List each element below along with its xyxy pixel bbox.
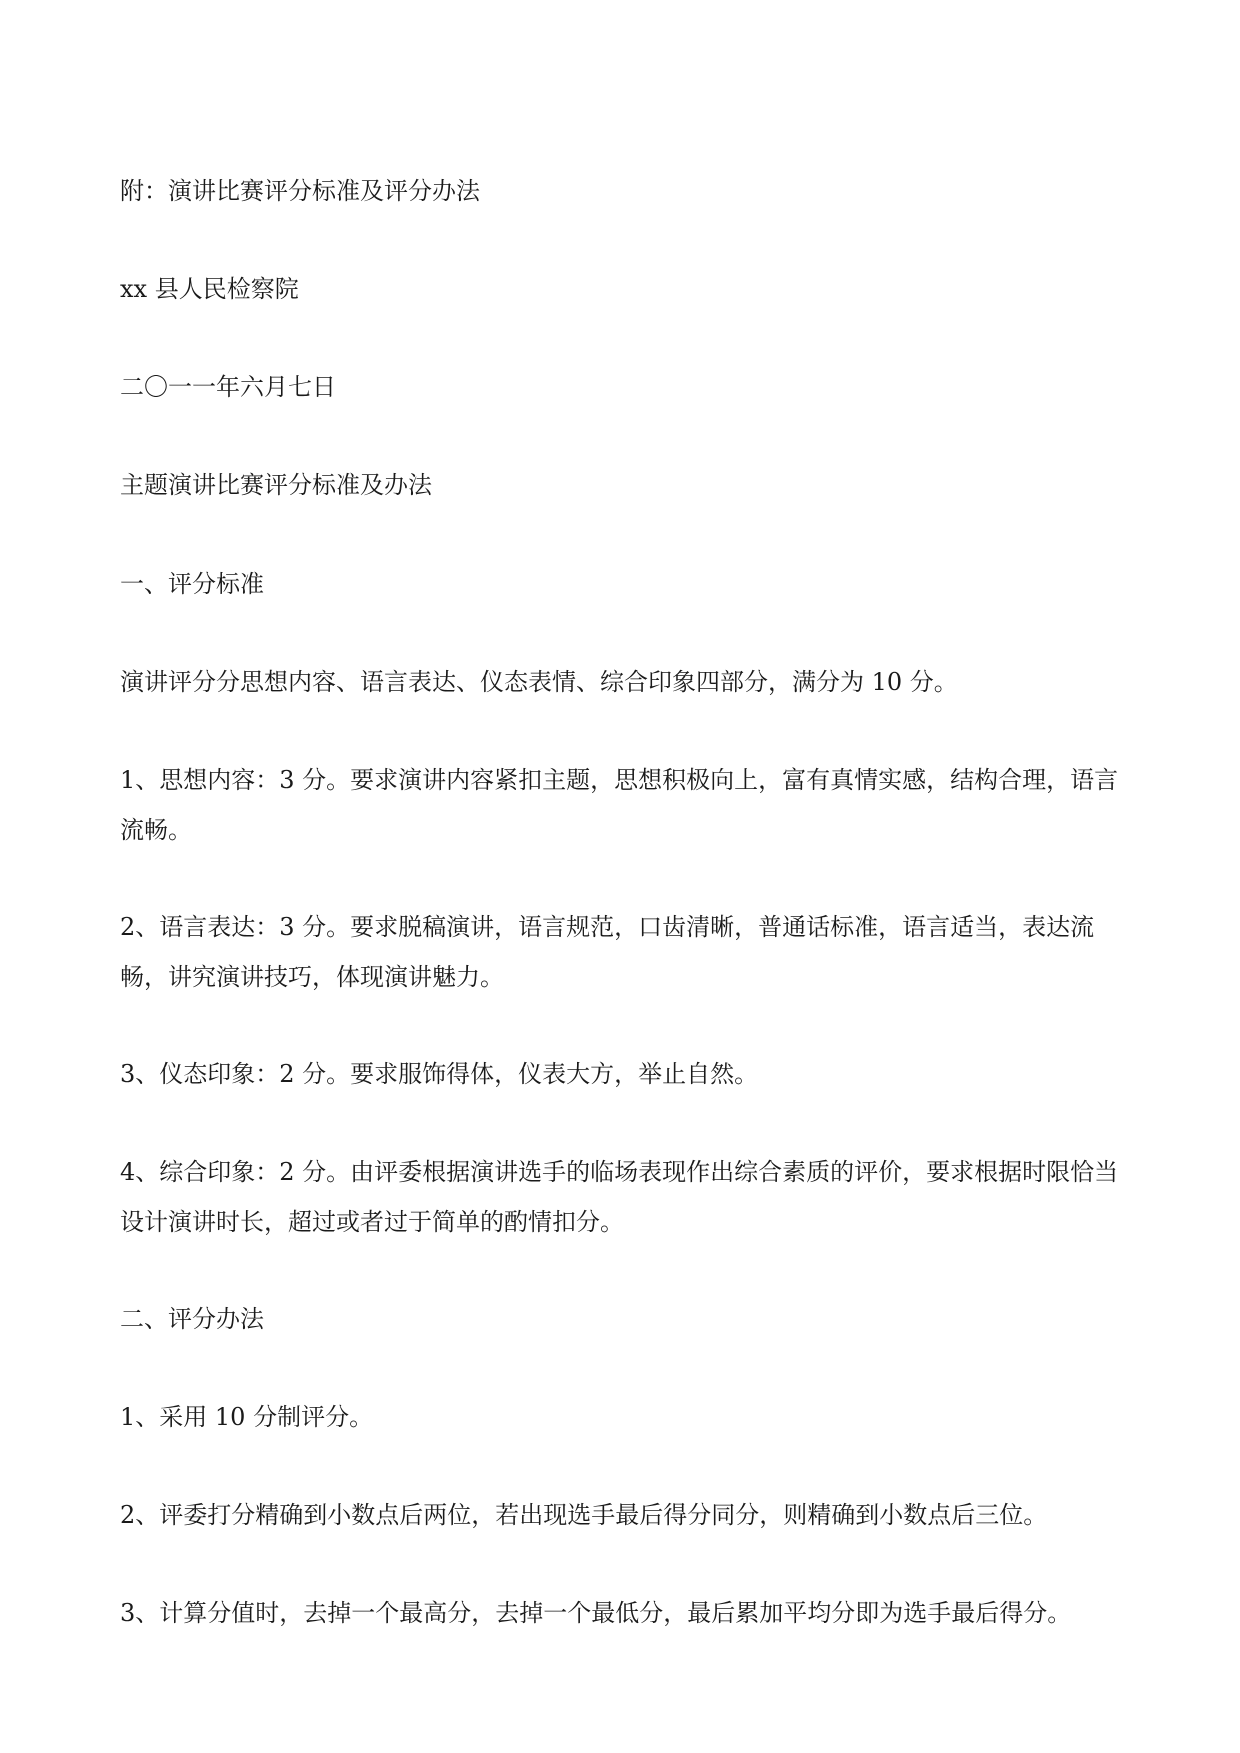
section1-heading: 一、评分标准	[120, 570, 264, 598]
criteria-item-overall: 4、综合印象：2 分。由评委根据演讲选手的临场表现作出综合素质的评价，要求根据时限恰当设计演讲时长，超过或者过于简单的酌情扣分。	[120, 1158, 1119, 1236]
criteria-item-language: 2、语言表达：3 分。要求脱稿演讲，语言规范，口齿清晰，普通话标准，语言适当，表达流畅，讲究演讲技巧，体现演讲魅力。	[120, 913, 1095, 991]
section2-heading: 二、评分办法	[120, 1305, 264, 1333]
organization-name: xx 县人民检察院	[120, 275, 299, 303]
method-item-3: 3、计算分值时，去掉一个最高分，去掉一个最低分，最后累加平均分即为选手最后得分。	[120, 1599, 1072, 1627]
attachment-line: 附：演讲比赛评分标准及评分办法	[120, 177, 480, 205]
document-date: 二〇一一年六月七日	[120, 373, 336, 401]
method-item-1: 1、采用 10 分制评分。	[120, 1403, 374, 1431]
criteria-item-deportment: 3、仪态印象：2 分。要求服饰得体，仪表大方，举止自然。	[120, 1060, 759, 1088]
method-item-2: 2、评委打分精确到小数点后两位，若出现选手最后得分同分，则精确到小数点后三位。	[120, 1501, 1048, 1529]
document-title: 主题演讲比赛评分标准及办法	[120, 471, 432, 499]
section1-intro: 演讲评分分思想内容、语言表达、仪态表情、综合印象四部分，满分为 10 分。	[120, 668, 958, 696]
criteria-item-content: 1、思想内容：3 分。要求演讲内容紧扣主题，思想积极向上，富有真情实感，结构合理，语言流畅。	[120, 766, 1119, 844]
